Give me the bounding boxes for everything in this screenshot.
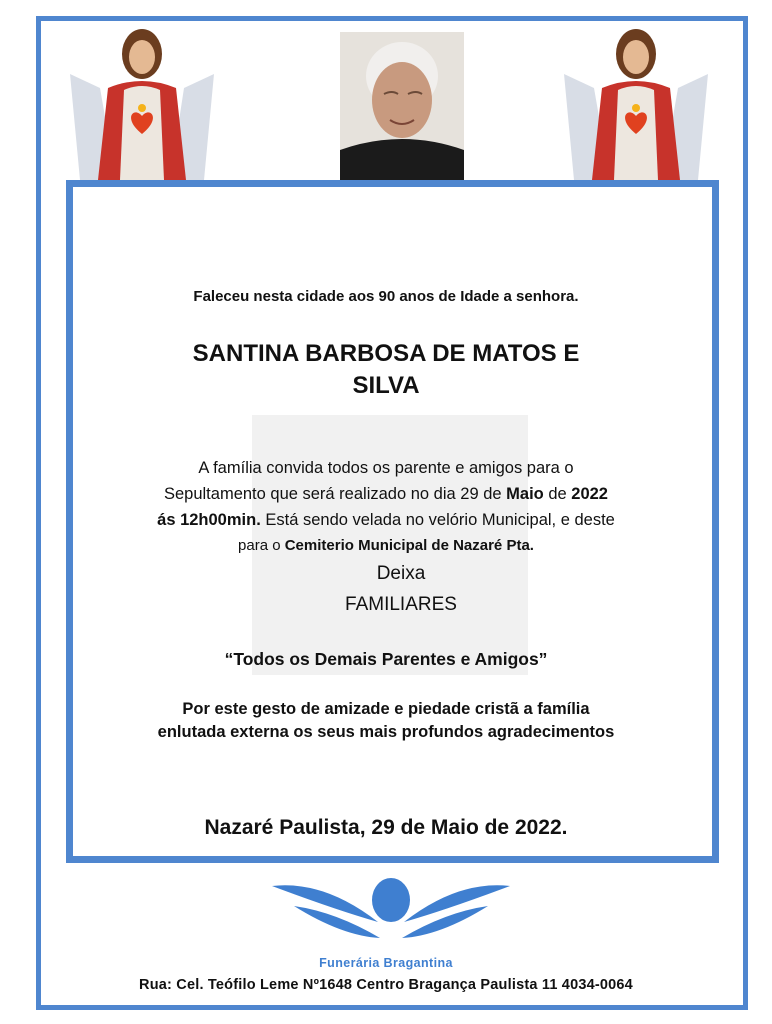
thanks-message <box>0 698 772 744</box>
place-and-date: Nazaré Paulista, 29 de Maio de 2022. <box>204 816 568 839</box>
thanks-line1: Por este gesto de amizade e piedade cristã a família <box>182 700 590 718</box>
details-text: Sepultamento que será realizado no dia 29 de <box>163 485 507 503</box>
thanks-line2: enlutada externa os seus mais profundos agradecimentos <box>157 723 615 741</box>
details-line <box>0 481 772 507</box>
details-text: de <box>543 485 572 503</box>
details-text: para o <box>238 537 285 554</box>
burial-month: Maio <box>506 485 544 503</box>
details-text: Está sendo velada no velório Municipal, e deste <box>260 511 615 529</box>
cemetery-name: Cemiterio Municipal de Nazaré Pta. <box>284 537 534 554</box>
funeral-home-address: Rua: Cel. Teófilo Leme Nº1648 Centro Bragança Paulista 11 4034-0064 <box>139 977 633 993</box>
funeral-home-name: Funerária Bragantina <box>319 956 453 970</box>
details-line <box>0 533 772 559</box>
details-line: A família convida todos os parente e amigos para o <box>198 459 574 477</box>
sacred-heart-jesus-icon <box>540 26 720 180</box>
details-line <box>0 507 772 533</box>
funeral-home-logo-icon <box>266 876 516 954</box>
sacred-heart-jesus-icon <box>58 26 238 180</box>
deceased-portrait <box>340 32 464 180</box>
deceased-name-line1: SANTINA BARBOSA DE MATOS E <box>192 340 580 367</box>
deceased-name <box>0 338 772 402</box>
burial-time: ás 12h00min. <box>157 511 261 529</box>
deceased-name-line2: SILVA <box>352 372 420 399</box>
relatives-quote: “Todos os Demais Parentes e Amigos” <box>224 649 548 669</box>
announcement-intro: Faleceu nesta cidade aos 90 anos de Idade a senhora. <box>193 288 579 305</box>
funeral-details <box>0 455 772 559</box>
survivors-list: FAMILIARES <box>345 594 457 615</box>
burial-year: 2022 <box>571 485 608 503</box>
survivors-label: Deixa <box>376 563 426 584</box>
